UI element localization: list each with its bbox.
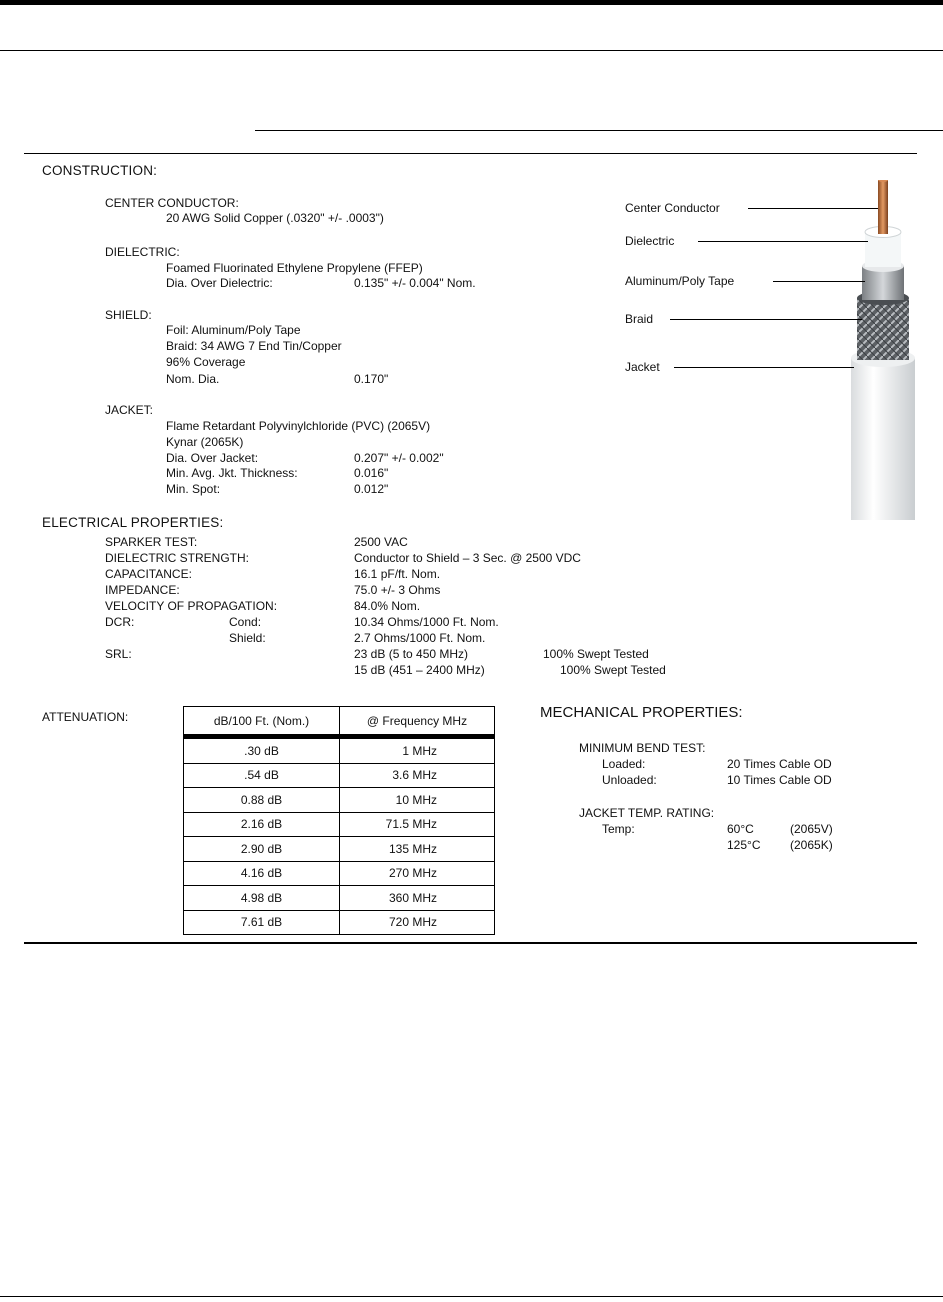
attenuation-col-db: dB/100 Ft. (Nom.) xyxy=(184,707,340,737)
spec-box-top-rule xyxy=(24,153,917,154)
jacket-material-pvc: Flame Retardant Polyvinylchloride (PVC) (2065V) xyxy=(166,419,431,433)
electrical-value: 10.34 Ohms/1000 Ft. Nom. xyxy=(354,615,499,629)
table-row xyxy=(184,812,495,837)
attenuation-db: .30 dB xyxy=(184,737,340,764)
shield-foil: Foil: Aluminum/Poly Tape xyxy=(166,323,301,337)
temp-code-kynar: (2065K) xyxy=(790,838,833,852)
table-row xyxy=(184,910,495,935)
attenuation-db: 7.61 dB xyxy=(184,910,340,935)
electrical-value: 23 dB (5 to 450 MHz) xyxy=(354,647,469,661)
attenuation-freq: 135 MHz xyxy=(340,837,495,862)
electrical-value: 16.1 pF/ft. Nom. xyxy=(354,567,441,581)
shield-coverage: 96% Coverage xyxy=(166,355,246,369)
attenuation-db: 2.90 dB xyxy=(184,837,340,862)
callout-line xyxy=(773,281,865,282)
construction-heading: CONSTRUCTION: xyxy=(42,163,158,178)
electrical-heading: ELECTRICAL PROPERTIES: xyxy=(42,515,224,530)
attenuation-freq: 71.5 MHz xyxy=(340,812,495,837)
electrical-note: 100% Swept Tested xyxy=(543,647,649,661)
electrical-value: 84.0% Nom. xyxy=(354,599,421,613)
attenuation-heading: ATTENUATION: xyxy=(42,710,129,724)
electrical-sublabel: Shield: xyxy=(229,631,266,645)
jacket-material-kynar: Kynar (2065K) xyxy=(166,435,244,449)
mechanical-heading: MECHANICAL PROPERTIES: xyxy=(540,704,743,721)
shield-title: SHIELD: xyxy=(105,308,152,322)
jacket-title: JACKET: xyxy=(105,403,154,417)
attenuation-db: 2.16 dB xyxy=(184,812,340,837)
bend-test-title: MINIMUM BEND TEST: xyxy=(579,741,706,755)
jacket-layer xyxy=(851,358,915,520)
electrical-label: VELOCITY OF PROPAGATION: xyxy=(105,599,278,613)
temp-code-pvc: (2065V) xyxy=(790,822,833,836)
temp-value-kynar: 125°C xyxy=(727,838,761,852)
jacket-row-label: Dia. Over Jacket: xyxy=(166,451,259,465)
electrical-label: SPARKER TEST: xyxy=(105,535,198,549)
attenuation-col-frequency: @ Frequency MHz xyxy=(340,707,495,737)
attenuation-header-row xyxy=(184,707,495,737)
electrical-label: CAPACITANCE: xyxy=(105,567,192,581)
loaded-label: Loaded: xyxy=(602,757,646,771)
attenuation-freq: 3.6 MHz xyxy=(340,763,495,788)
table-row xyxy=(184,837,495,862)
callout-center-conductor: Center Conductor xyxy=(625,201,720,215)
temp-value-pvc: 60°C xyxy=(727,822,754,836)
jacket-row-label: Min. Avg. Jkt. Thickness: xyxy=(166,466,298,480)
table-row xyxy=(184,737,495,764)
loaded-value: 20 Times Cable OD xyxy=(727,757,832,771)
attenuation-db: 4.16 dB xyxy=(184,861,340,886)
callout-line xyxy=(748,208,878,209)
jacket-row-value: 0.016" xyxy=(354,466,389,480)
shield-dia-value: 0.170" xyxy=(354,372,389,386)
callout-foil: Aluminum/Poly Tape xyxy=(625,274,735,288)
center-conductor-spec: 20 AWG Solid Copper (.0320" +/- .0003") xyxy=(166,211,384,225)
unloaded-label: Unloaded: xyxy=(602,773,657,787)
electrical-value: 2.7 Ohms/1000 Ft. Nom. xyxy=(354,631,486,645)
center-conductor-title: CENTER CONDUCTOR: xyxy=(105,196,239,210)
temp-rating-title: JACKET TEMP. RATING: xyxy=(579,806,715,820)
spec-box-bottom-rule xyxy=(24,942,917,944)
dielectric-dia-value: 0.135" +/- 0.004" Nom. xyxy=(354,276,476,290)
coax-cable-illustration xyxy=(843,180,943,520)
top-rule-thin xyxy=(0,50,943,51)
electrical-value: 15 dB (451 – 2400 MHz) xyxy=(354,663,485,677)
callout-line xyxy=(674,367,854,368)
electrical-label: DCR: xyxy=(105,615,135,629)
attenuation-freq: 1 MHz xyxy=(340,737,495,764)
dielectric-title: DIELECTRIC: xyxy=(105,245,180,259)
callout-dielectric: Dielectric xyxy=(625,234,675,248)
dielectric-dia-label: Dia. Over Dielectric: xyxy=(166,276,273,290)
shield-braid: Braid: 34 AWG 7 End Tin/Copper xyxy=(166,339,342,353)
jacket-row-label: Min. Spot: xyxy=(166,482,221,496)
jacket-row-value: 0.207" +/- 0.002" xyxy=(354,451,444,465)
electrical-note: 100% Swept Tested xyxy=(560,663,666,677)
callout-line xyxy=(670,319,862,320)
header-rule xyxy=(255,130,943,131)
center-conductor-wire xyxy=(878,180,888,234)
top-rule-thick xyxy=(0,0,943,5)
attenuation-table xyxy=(183,706,495,935)
shield-dia-label: Nom. Dia. xyxy=(166,372,220,386)
table-row xyxy=(184,788,495,813)
jacket-row-value: 0.012" xyxy=(354,482,389,496)
callout-line xyxy=(698,241,868,242)
table-row xyxy=(184,861,495,886)
attenuation-freq: 10 MHz xyxy=(340,788,495,813)
electrical-value: 75.0 +/- 3 Ohms xyxy=(354,583,441,597)
table-row xyxy=(184,763,495,788)
attenuation-freq: 270 MHz xyxy=(340,861,495,886)
electrical-value: 2500 VAC xyxy=(354,535,408,549)
callout-jacket: Jacket xyxy=(625,360,660,374)
electrical-label: SRL: xyxy=(105,647,132,661)
attenuation-db: .54 dB xyxy=(184,763,340,788)
electrical-label: DIELECTRIC STRENGTH: xyxy=(105,551,250,565)
attenuation-db: 4.98 dB xyxy=(184,886,340,911)
electrical-value: Conductor to Shield – 3 Sec. @ 2500 VDC xyxy=(354,551,581,565)
table-row xyxy=(184,886,495,911)
temp-label: Temp: xyxy=(602,822,635,836)
electrical-label: IMPEDANCE: xyxy=(105,583,180,597)
attenuation-db: 0.88 dB xyxy=(184,788,340,813)
callout-braid: Braid xyxy=(625,312,654,326)
attenuation-freq: 720 MHz xyxy=(340,910,495,935)
attenuation-freq: 360 MHz xyxy=(340,886,495,911)
unloaded-value: 10 Times Cable OD xyxy=(727,773,832,787)
braid-layer xyxy=(857,298,909,360)
electrical-sublabel: Cond: xyxy=(229,615,262,629)
dielectric-material: Foamed Fluorinated Ethylene Propylene (FFEP) xyxy=(166,261,423,275)
bottom-rule xyxy=(0,1296,943,1297)
